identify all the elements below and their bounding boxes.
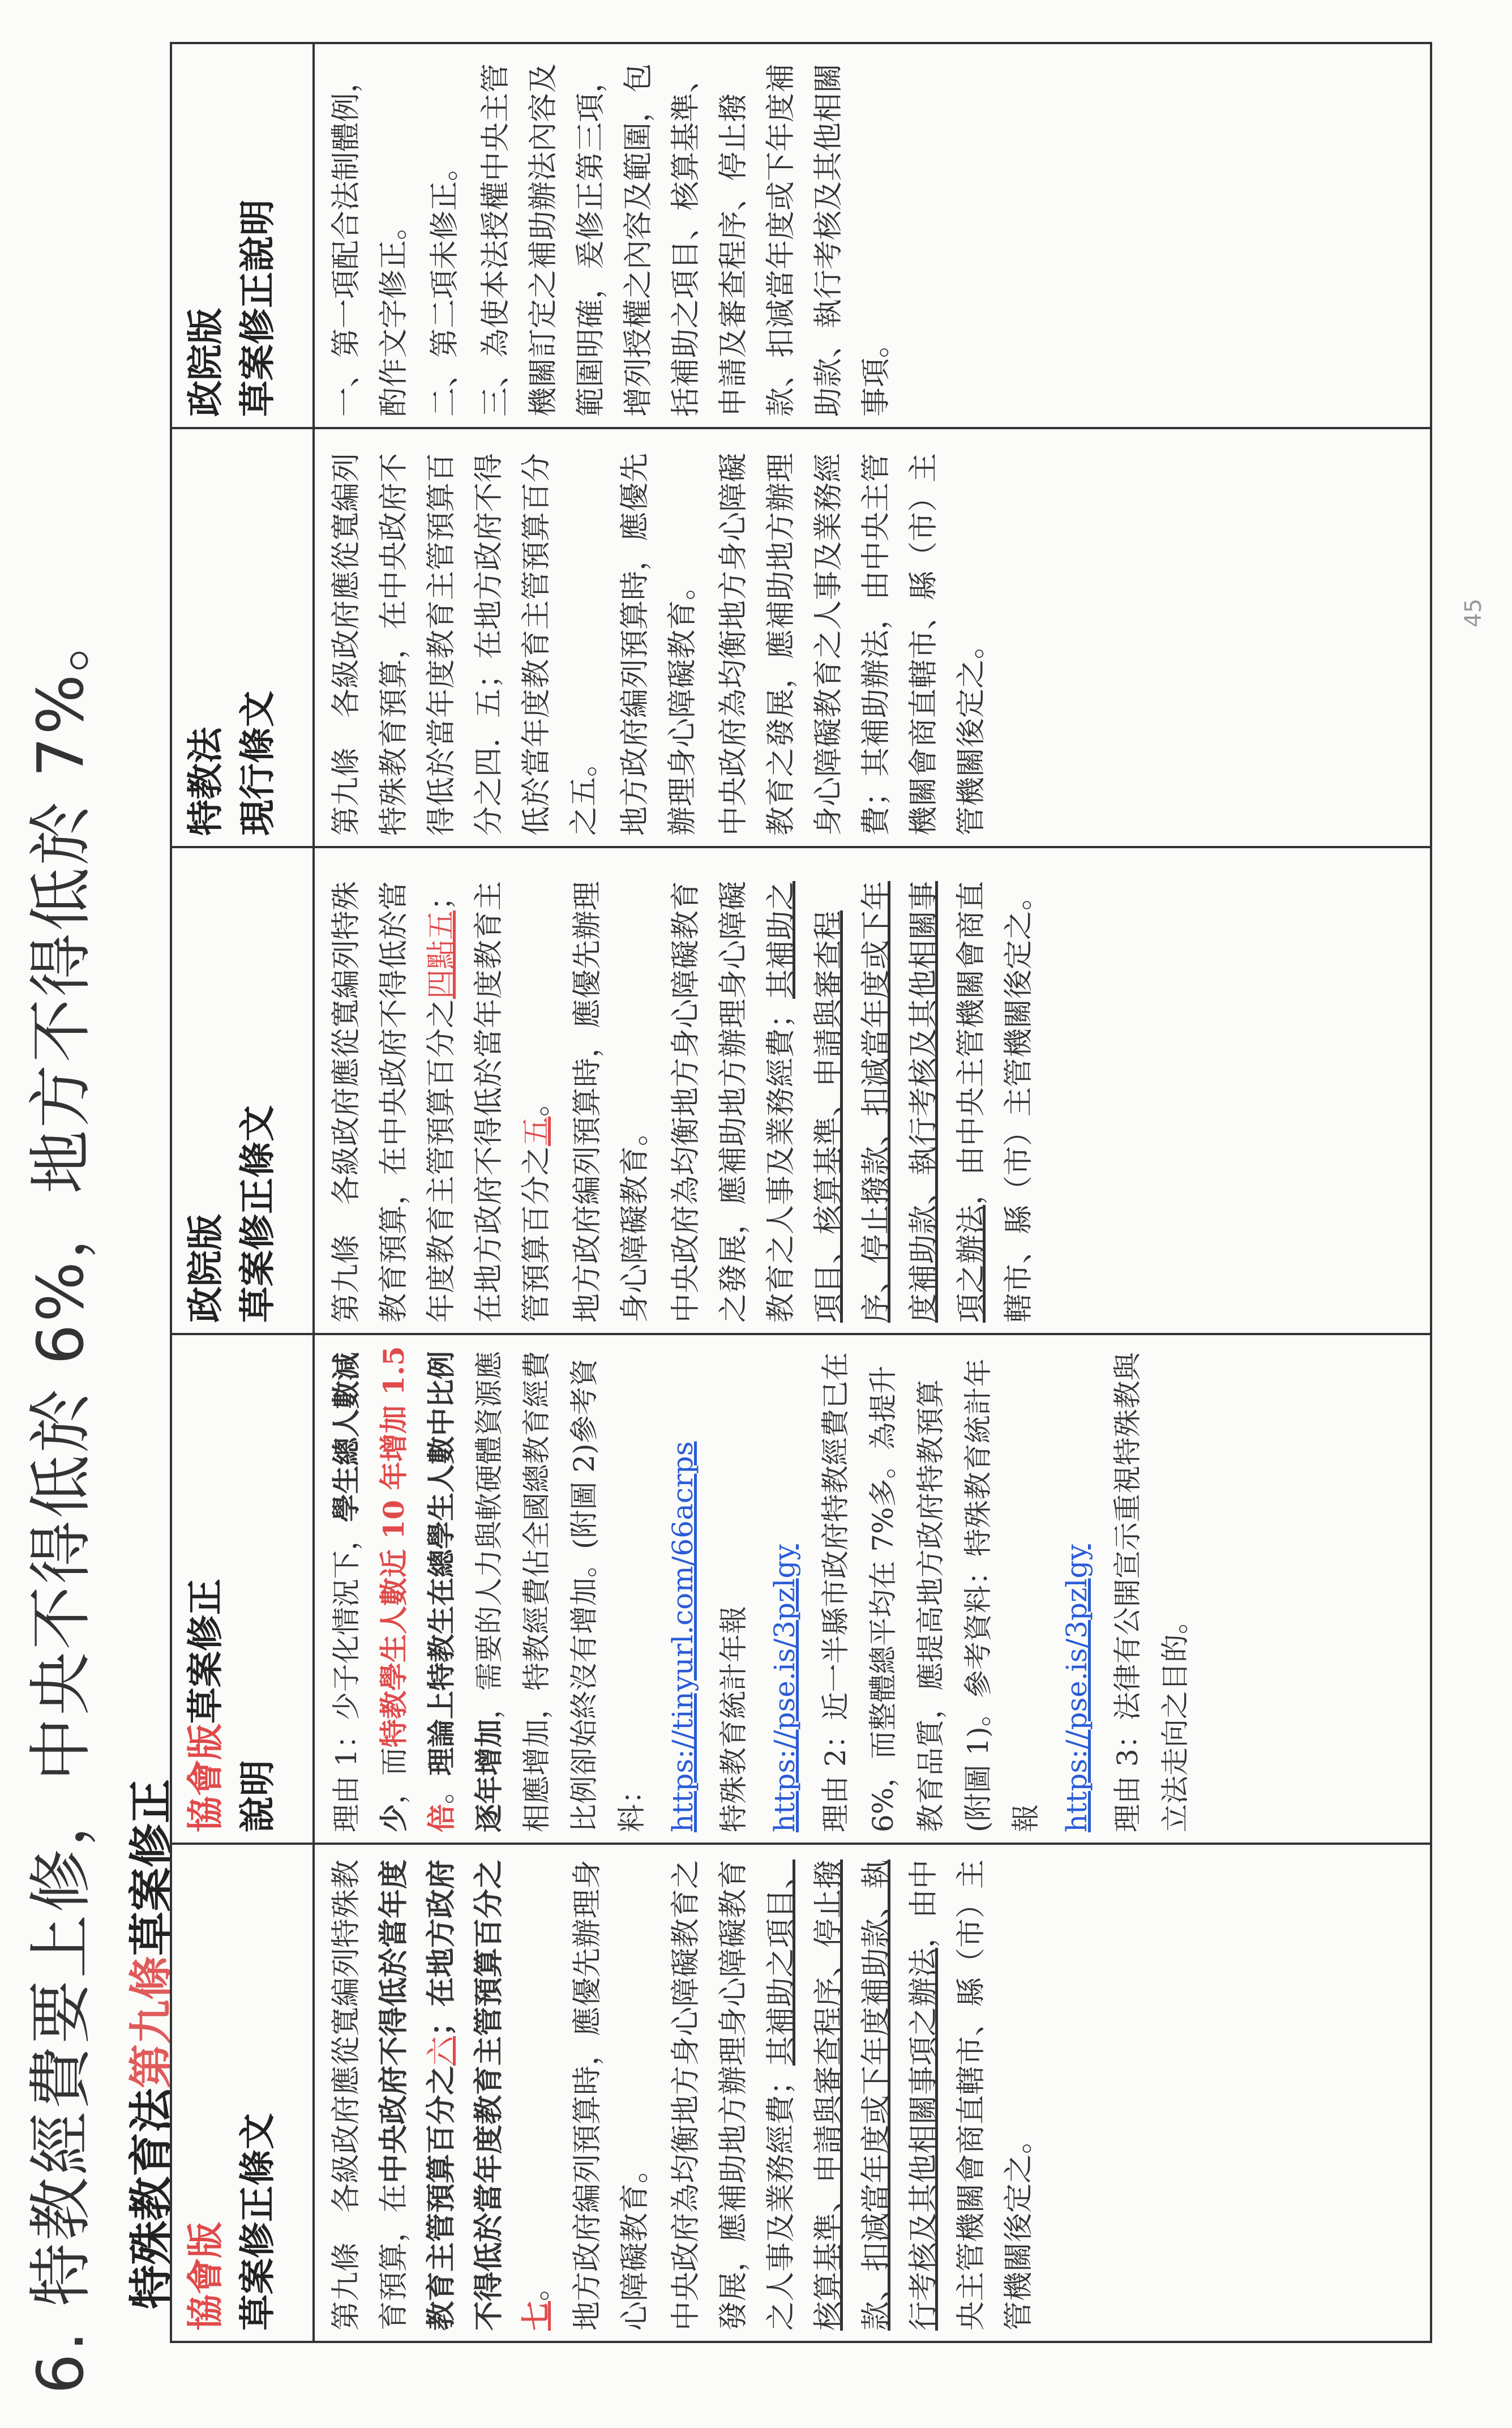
header-col3-org: 政院版 <box>185 1214 227 1323</box>
reference-link-3[interactable]: https://pse.is/3pzlgy <box>1060 1544 1093 1832</box>
section-title: 6. 特教經費要上修，中央不得低於 6%，地方不得低於 7%。 <box>24 606 98 2394</box>
header-col2 <box>171 1334 314 1844</box>
col3-paragraph-1: 第九條 各級政府應從寬編列特殊教育預算，在中央政府不得低於當年度教育主管預算百分之四點五；在地方政府不得低於當年度教育主管預算百分之五。 <box>329 880 554 1323</box>
reason-1-source: 特殊教育統計年報 <box>717 1606 750 1832</box>
col4-paragraph-2: 地方政府編列預算時，應優先辦理身心障礙教育。 <box>618 452 700 836</box>
reason-3: 理由 3：法律有公開宣示重視特殊教與立法走向之目的。 <box>1111 1352 1192 1832</box>
cell-association-explanation <box>314 1334 1431 1844</box>
header-col2-name2: 說明 <box>237 1760 279 1832</box>
reference-link-1[interactable]: https://tinyurl.com/66acrps <box>666 1441 699 1832</box>
reason-1: 理由 1：少子化情況下，學生總人數減少，而特教學生人數近 10 年增加 1.5 倍。理論上特教生在總學生人數中比例逐年增加，需要的人力與軟硬體資源應相應增加，特教經費佔全國總教育經費比例卻始終沒有增加。(附圖 2)參考資料： <box>329 1346 648 1832</box>
header-col2-org: 協會版 <box>185 1724 227 1832</box>
col3-paragraph-3: 中央政府為均衡地方身心障礙教育之發展，應補助地方辦理身心障礙教育之人事及業務經費；其補助之項目、核算基準、申請與審查程序、停止撥款、扣減當年度或下年度補助款、執行考核及其他相關事項之辦法，由中央主管機關會商直轄市、縣（市）主管機關後定之。 <box>669 880 1036 1323</box>
cell-executive-draft <box>314 847 1431 1334</box>
col3-paragraph-2: 地方政府編列預算時，應優先辦理身心障礙教育。 <box>571 880 652 1323</box>
col4-paragraph-3: 中央政府為均衡地方身心障礙教育之發展，應補助地方辦理身心障礙教育之人事及業務經費；其補助辦法，由中央主管機關會商直轄市、縣（市）主管機關後定之。 <box>717 452 988 836</box>
col1-paragraph-1: 第九條 各級政府應從寬編列特殊教育預算，在中央政府不得低於當年度教育主管預算百分之六；在地方政府不得低於當年度教育主管預算百分之 七。 <box>329 1859 554 2331</box>
reason-2: 理由 2：近一半縣市政府特教經費已在 6%，而整體總平均在 7%多。為提升教育品質，應提高地方政府特教預算(附圖 1)。參考資料：特殊教育統計年報 <box>819 1352 1042 1832</box>
header-row <box>171 43 314 2342</box>
header-col4 <box>171 428 314 847</box>
cell-association-draft <box>314 1844 1431 2342</box>
col5-item-1: 一、第一項配合法制體例，酌作文字修正。 <box>329 63 411 417</box>
header-col3-name: 草案修正條文 <box>237 1105 279 1323</box>
comparison-table <box>170 42 1432 2343</box>
header-col4-org: 特教法 <box>185 727 227 836</box>
caption-prefix: 特殊教育法 <box>126 2088 177 2309</box>
cell-executive-explanation <box>314 43 1431 428</box>
header-col3 <box>171 847 314 1334</box>
cell-current-law <box>314 428 1431 847</box>
col5-item-3: 三、為使本法授權中央主管機關訂定之補助辦法內容及範圍明確，爰修正第三項，增列授權之內容及範圍，包括補助之項目、核算基準、申請及審查程序、停止撥款、扣減當年度或下年度補助款、執行考核及其他相關事項。 <box>479 63 893 417</box>
col5-item-2: 二、第二項未修正。 <box>428 151 462 417</box>
header-col5-org: 政院版 <box>185 308 227 417</box>
header-col4-name: 現行條文 <box>237 691 279 836</box>
header-col2-name: 草案修正 <box>185 1579 227 1724</box>
col4-paragraph-1: 第九條 各級政府應從寬編列特殊教育預算，在中央政府不得低於當年度教育主管預算百分之四．五；在地方政府不得低於當年度教育主管預算百分之五。 <box>329 452 601 836</box>
header-col1-org: 協會版 <box>185 2222 227 2331</box>
header-col5 <box>171 43 314 428</box>
header-col1 <box>171 1844 314 2342</box>
page-number: 45 <box>1460 599 1487 627</box>
caption-article: 第九條 <box>126 1955 177 2088</box>
header-col5-name: 草案修正說明 <box>237 199 279 417</box>
reference-link-2[interactable]: https://pse.is/3pzlgy <box>768 1544 801 1832</box>
caption-suffix: 草案修正 <box>126 1779 177 1956</box>
content-row <box>314 43 1431 2342</box>
col1-paragraph-2: 地方政府編列預算時，應優先辦理身心障礙教育。 <box>571 1859 652 2331</box>
col1-paragraph-3: 中央政府為均衡地方身心障礙教育之發展，應補助地方辦理身心障礙教育之人事及業務經費；其補助之項目、核算基準、申請與審查程序、停止撥款、扣減當年度或下年度補助款、執行考核及其他相關事項之辦法，由中央主管機關會商直轄市、縣（市）主管機關後定之。 <box>669 1859 1036 2331</box>
header-col1-name: 草案修正條文 <box>237 2113 279 2331</box>
